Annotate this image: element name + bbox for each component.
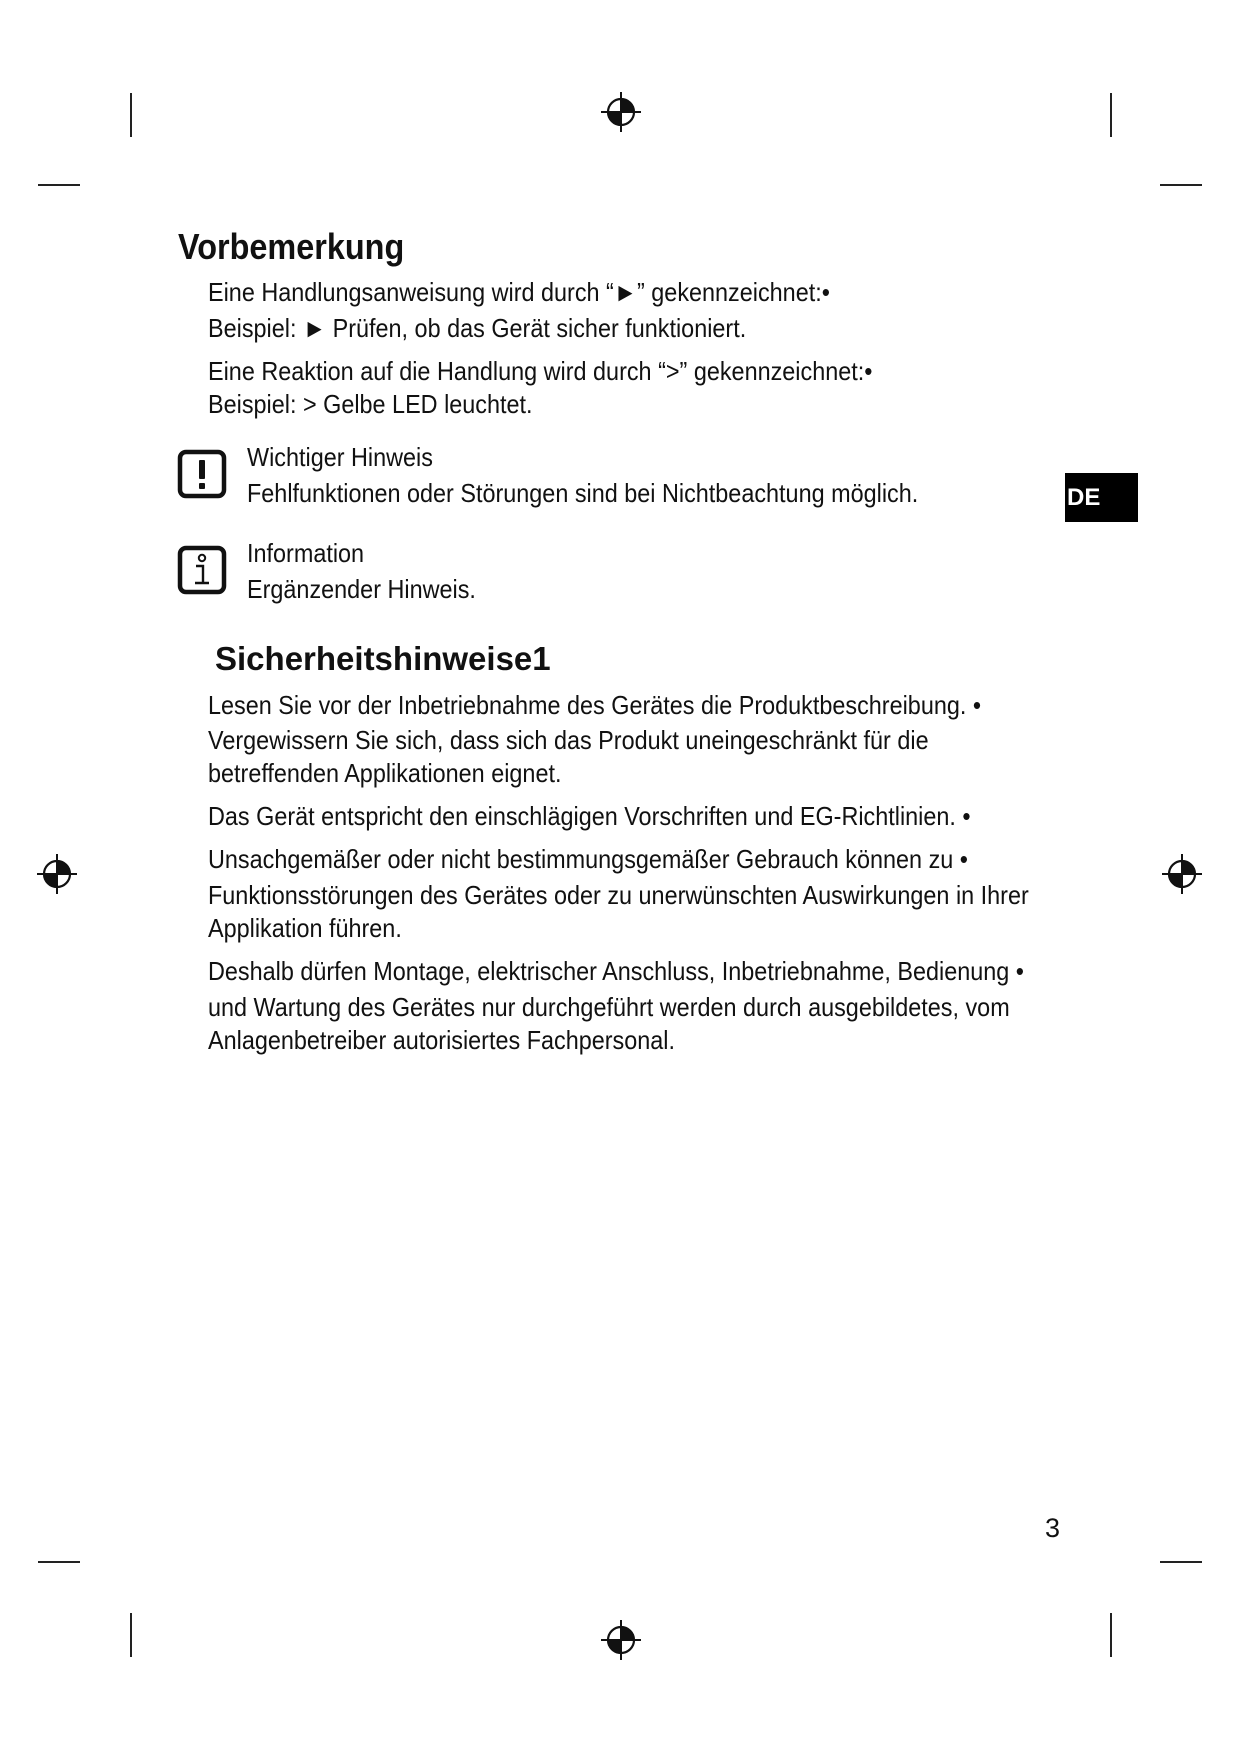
exclamation-box-icon	[177, 449, 227, 499]
info-title: Information	[247, 538, 365, 568]
paragraph-line: Funktionsstörungen des Gerätes oder zu unerwünschten Auswirkungen in Ihrer	[208, 880, 1029, 910]
registration-mark-bottom-icon	[599, 1618, 643, 1662]
paragraph-line: Vergewissern Sie sich, dass sich das Produkt uneingeschränkt für die	[208, 725, 929, 755]
paragraph-line: Unsachgemäßer oder nicht bestimmungsgemäßer Gebrauch können zu •	[208, 844, 968, 874]
crop-mark-bottom-left	[130, 1613, 132, 1657]
section-heading-vorbemerkung: Vorbemerkung	[178, 226, 405, 267]
paragraph-line: Das Gerät entspricht den einschlägigen Vorschriften und EG-Richtlinien. •	[208, 801, 971, 831]
info-text: Ergänzender Hinweis.	[247, 574, 476, 604]
crop-mark-right-upper	[1160, 184, 1202, 186]
language-tab: DE	[1065, 473, 1138, 522]
crop-mark-top-left	[130, 93, 132, 137]
paragraph-line: Deshalb dürfen Montage, elektrischer Anschluss, Inbetriebnahme, Bedienung •	[208, 956, 1024, 986]
crop-mark-right-lower	[1160, 1561, 1202, 1563]
paragraph-line: Lesen Sie vor der Inbetriebnahme des Gerätes die Produktbeschreibung. •	[208, 690, 982, 720]
paragraph-line: Beispiel: > Gelbe LED leuchtet.	[208, 389, 533, 419]
paragraph-line: Eine Reaktion auf die Handlung wird durch “>” gekennzeichnet:•	[208, 356, 873, 386]
warning-text: Fehlfunktionen oder Störungen sind bei Nichtbeachtung möglich.	[247, 478, 919, 508]
paragraph-line: betreffenden Applikationen eignet.	[208, 758, 562, 788]
page-number: 3	[1045, 1513, 1061, 1543]
paragraph-line: Applikation führen.	[208, 913, 402, 943]
crop-mark-left-upper	[38, 184, 80, 186]
registration-mark-top-icon	[599, 90, 643, 134]
crop-mark-top-right	[1110, 93, 1112, 137]
paragraph-line: Eine Handlungsanweisung wird durch “►” gekennzeichnet:•	[208, 277, 830, 307]
section-heading-sicherheitshinweise: Sicherheitshinweise1	[215, 640, 551, 677]
crop-mark-bottom-right	[1110, 1613, 1112, 1657]
registration-mark-left-icon	[35, 852, 79, 896]
paragraph-line: und Wartung des Gerätes nur durchgeführt werden durch ausgebildetes, vom	[208, 992, 1010, 1022]
warning-title: Wichtiger Hinweis	[247, 442, 433, 472]
info-box-icon	[177, 545, 227, 595]
paragraph-line: Beispiel: ► Prüfen, ob das Gerät sicher funktioniert.	[208, 313, 747, 343]
paragraph-line: Anlagenbetreiber autorisiertes Fachpersonal.	[208, 1025, 675, 1055]
crop-mark-left-lower	[38, 1561, 80, 1563]
registration-mark-right-icon	[1160, 852, 1204, 896]
